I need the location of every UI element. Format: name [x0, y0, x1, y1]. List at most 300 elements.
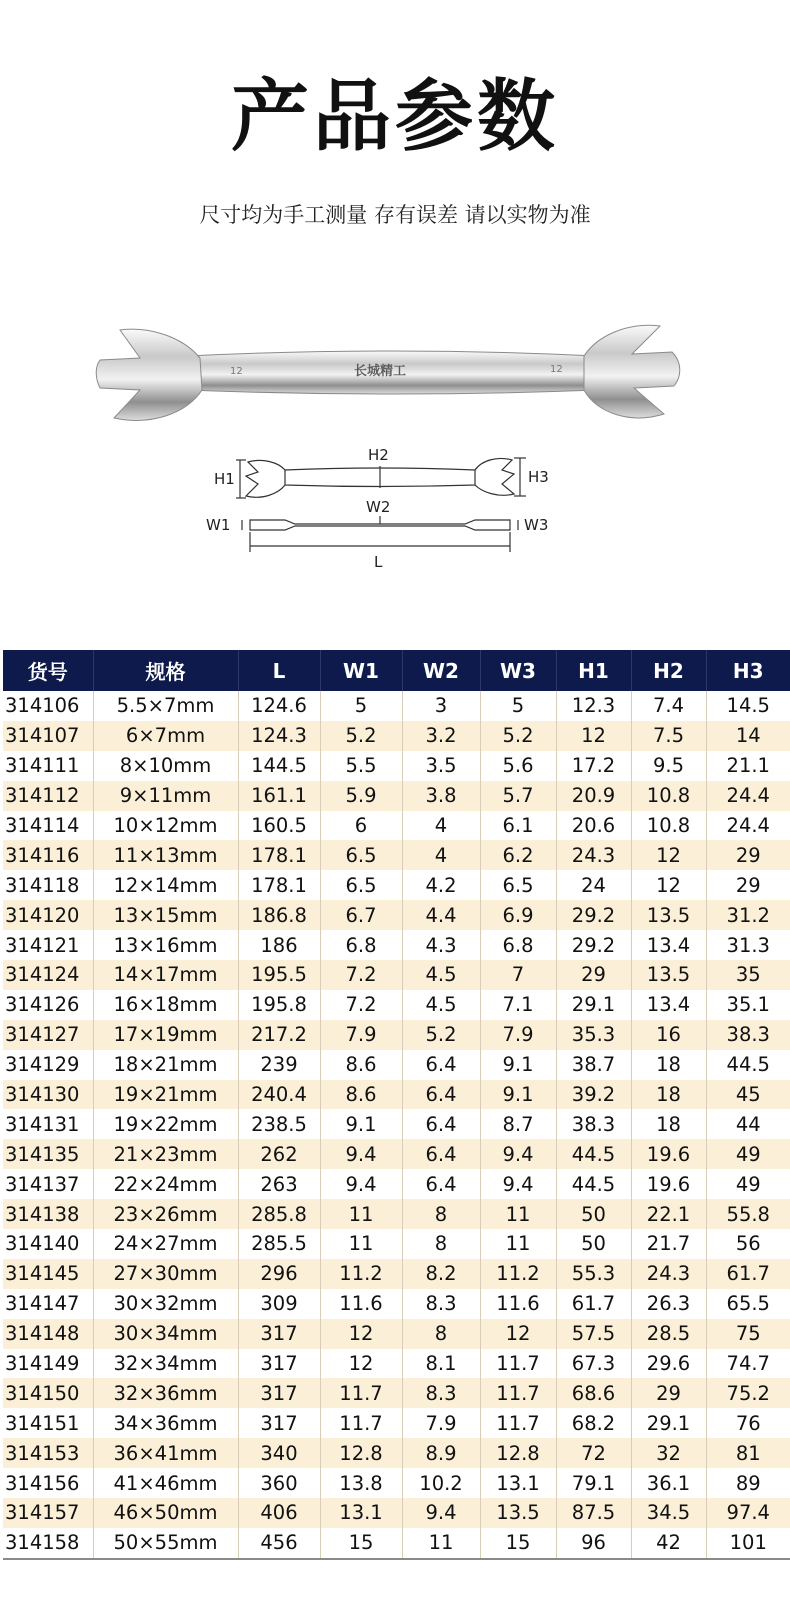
spec-table-header	[3, 650, 790, 691]
cell-l: 263	[238, 1169, 320, 1199]
cell-h2: 9.5	[631, 751, 706, 781]
cell-l: 239	[238, 1050, 320, 1080]
cell-w3: 6.8	[480, 930, 556, 960]
cell-h1: 24	[556, 870, 631, 900]
cell-w2: 4	[402, 811, 480, 841]
cell-l: 195.8	[238, 990, 320, 1020]
cell-w2: 4.5	[402, 960, 480, 990]
cell-w2: 4.4	[402, 900, 480, 930]
cell-w3: 13.1	[480, 1468, 556, 1498]
table-row	[3, 1438, 790, 1468]
cell-spec: 11×13mm	[93, 840, 238, 870]
cell-w3: 11.7	[480, 1378, 556, 1408]
cell-w2: 11	[402, 1528, 480, 1559]
cell-h2: 36.1	[631, 1468, 706, 1498]
cell-spec: 24×27mm	[93, 1229, 238, 1259]
cell-l: 262	[238, 1139, 320, 1169]
column-header-w2: W2	[402, 650, 480, 691]
cell-l: 238.5	[238, 1109, 320, 1139]
cell-h2: 29	[631, 1378, 706, 1408]
cell-w3: 5	[480, 691, 556, 721]
cell-w1: 11.7	[320, 1408, 402, 1438]
spec-table	[3, 650, 790, 1560]
cell-w2: 5.2	[402, 1020, 480, 1050]
cell-item-no: 314137	[3, 1169, 93, 1199]
cell-w2: 8.1	[402, 1349, 480, 1379]
cell-item-no: 314131	[3, 1109, 93, 1139]
cell-w1: 6.7	[320, 900, 402, 930]
cell-l: 195.5	[238, 960, 320, 990]
cell-spec: 19×21mm	[93, 1080, 238, 1110]
cell-spec: 34×36mm	[93, 1408, 238, 1438]
cell-spec: 50×55mm	[93, 1528, 238, 1559]
cell-h2: 29.6	[631, 1349, 706, 1379]
cell-w3: 5.6	[480, 751, 556, 781]
cell-spec: 17×19mm	[93, 1020, 238, 1050]
cell-h2: 18	[631, 1080, 706, 1110]
column-header-spec: 规格	[93, 650, 238, 691]
cell-item-no: 314130	[3, 1080, 93, 1110]
label-w3: W3	[524, 516, 549, 534]
cell-h3: 76	[735, 1411, 761, 1435]
cell-l: 317	[238, 1319, 320, 1349]
cell-h3: 75	[706, 1319, 790, 1349]
cell-h2: 12	[631, 840, 706, 870]
cell-item-no: 314118	[3, 870, 93, 900]
cell-l: 240.4	[238, 1080, 320, 1110]
cell-spec: 27×30mm	[93, 1259, 238, 1289]
cell-h1: 35.3	[556, 1020, 631, 1050]
cell-w1: 11.6	[320, 1289, 402, 1319]
cell-w1: 7.2	[320, 960, 402, 990]
cell-h3: 55.8	[706, 1199, 790, 1229]
cell-h2: 42	[631, 1528, 706, 1559]
cell-h3: 75.2	[706, 1378, 790, 1408]
column-header-l: L	[238, 650, 320, 691]
cell-item-no: 314129	[3, 1050, 93, 1080]
cell-w2: 3.5	[402, 751, 480, 781]
cell-spec: 21×23mm	[93, 1139, 238, 1169]
table-row	[3, 1199, 790, 1229]
cell-h2: 16	[631, 1020, 706, 1050]
table-row	[3, 900, 790, 930]
cell-item-no: 314138	[3, 1199, 93, 1229]
cell-w2: 7.9	[402, 1408, 480, 1438]
cell-w1: 9.4	[320, 1169, 402, 1199]
cell-h3: 65.5	[726, 1292, 770, 1316]
table-row	[3, 721, 790, 751]
cell-l: 178.1	[238, 840, 320, 870]
cell-spec: 46×50mm	[93, 1498, 238, 1528]
cell-h1: 50	[556, 1229, 631, 1259]
column-header-h3: H3	[706, 650, 790, 691]
cell-h1: 38.3	[556, 1109, 631, 1139]
cell-w3: 9.4	[480, 1169, 556, 1199]
cell-item-no: 314157	[3, 1498, 93, 1528]
cell-w3: 11.7	[480, 1408, 556, 1438]
cell-item-no: 314151	[3, 1408, 93, 1438]
table-row	[3, 1080, 790, 1110]
cell-item-no: 314106	[3, 691, 93, 721]
cell-h2: 18	[631, 1109, 706, 1139]
table-row	[3, 1408, 790, 1438]
cell-w2: 6.4	[402, 1169, 480, 1199]
cell-h2: 19.6	[631, 1169, 706, 1199]
dimension-diagram	[200, 440, 560, 575]
cell-h1: 20.9	[556, 781, 631, 811]
cell-l: 317	[238, 1408, 320, 1438]
cell-w1: 9.1	[320, 1109, 402, 1139]
cell-h2: 7.5	[631, 721, 706, 751]
cell-h2: 21.7	[631, 1229, 706, 1259]
cell-w3: 7.9	[480, 1020, 556, 1050]
cell-h2: 28.5	[631, 1319, 706, 1349]
cell-l: 160.5	[238, 811, 320, 841]
label-w2: W2	[366, 498, 391, 516]
cell-h2: 10.8	[631, 811, 706, 841]
cell-l: 360	[238, 1468, 320, 1498]
cell-w1: 6.5	[320, 840, 402, 870]
cell-h3: 31.3	[726, 933, 770, 957]
measurement-disclaimer: 尺寸均为手工测量 存有误差 请以实物为准	[199, 203, 591, 227]
column-header-w3: W3	[480, 650, 556, 691]
cell-w2: 8.2	[402, 1259, 480, 1289]
cell-h1: 29.1	[556, 990, 631, 1020]
cell-w1: 13.1	[320, 1498, 402, 1528]
cell-item-no: 314121	[3, 930, 93, 960]
cell-h3: 74.7	[726, 1352, 770, 1376]
cell-h1: 96	[556, 1528, 631, 1559]
cell-item-no: 314111	[3, 751, 93, 781]
table-row	[3, 1378, 790, 1408]
cell-h1: 50	[556, 1199, 631, 1229]
cell-w3: 9.4	[480, 1139, 556, 1169]
cell-spec: 13×15mm	[93, 900, 238, 930]
cell-w2: 8	[402, 1229, 480, 1259]
column-header-h1: H1	[556, 650, 631, 691]
cell-h3: 31.2	[706, 900, 790, 930]
cell-h3: 101	[706, 1528, 790, 1559]
cell-w2: 8.3	[402, 1289, 480, 1319]
cell-w1: 7.9	[320, 1020, 402, 1050]
cell-item-no: 314114	[3, 811, 93, 841]
cell-item-no: 314149	[3, 1349, 93, 1379]
cell-spec: 41×46mm	[93, 1468, 238, 1498]
cell-w1: 15	[320, 1528, 402, 1559]
cell-w2: 4.3	[402, 930, 480, 960]
cell-item-no: 314107	[3, 721, 93, 751]
cell-w1: 12.8	[320, 1438, 402, 1468]
cell-spec: 9×11mm	[93, 781, 238, 811]
cell-spec: 23×26mm	[93, 1199, 238, 1229]
table-row	[3, 1259, 790, 1289]
cell-h1: 39.2	[556, 1080, 631, 1110]
cell-h1: 87.5	[556, 1498, 631, 1528]
table-row	[3, 1468, 790, 1498]
cell-h3: 81	[706, 1438, 790, 1468]
cell-w1: 5.2	[320, 721, 402, 751]
cell-w1: 7.2	[320, 990, 402, 1020]
cell-l: 161.1	[238, 781, 320, 811]
cell-item-no: 314156	[3, 1468, 93, 1498]
cell-h1: 12	[556, 721, 631, 751]
cell-item-no: 314126	[3, 990, 93, 1020]
cell-h1: 12.3	[556, 691, 631, 721]
cell-w2: 4.2	[402, 870, 480, 900]
cell-w1: 13.8	[320, 1468, 402, 1498]
table-row	[3, 751, 790, 781]
cell-spec: 6×7mm	[93, 721, 238, 751]
cell-l: 124.6	[238, 691, 320, 721]
cell-h2: 26.3	[631, 1289, 706, 1319]
cell-l: 309	[238, 1289, 320, 1319]
cell-item-no: 314158	[3, 1528, 93, 1559]
cell-spec: 10×12mm	[93, 811, 238, 841]
cell-h1: 79.1	[556, 1468, 631, 1498]
cell-h3: 56	[735, 1232, 761, 1256]
cell-w2: 10.2	[402, 1468, 480, 1498]
cell-h1: 29	[556, 960, 631, 990]
cell-h1: 68.6	[556, 1378, 631, 1408]
cell-item-no: 314135	[3, 1139, 93, 1169]
cell-w3: 5.7	[480, 781, 556, 811]
cell-item-no: 314147	[3, 1289, 93, 1319]
cell-item-no: 314124	[3, 960, 93, 990]
cell-spec: 30×34mm	[93, 1319, 238, 1349]
cell-l: 406	[238, 1498, 320, 1528]
table-row	[3, 1139, 790, 1169]
cell-w3: 9.1	[480, 1050, 556, 1080]
cell-w1: 9.4	[320, 1139, 402, 1169]
cell-l: 456	[238, 1528, 320, 1559]
cell-w1: 11.2	[320, 1259, 402, 1289]
cell-h3: 14.5	[726, 694, 770, 718]
cell-h2: 10.8	[631, 781, 706, 811]
cell-spec: 16×18mm	[93, 990, 238, 1020]
cell-w3: 11.7	[480, 1349, 556, 1379]
cell-h3: 35.1	[726, 993, 770, 1017]
cell-h3: 14	[706, 721, 790, 751]
column-header-w1: W1	[320, 650, 402, 691]
cell-l: 340	[238, 1438, 320, 1468]
cell-w3: 8.7	[480, 1109, 556, 1139]
cell-h3: 24.4	[706, 781, 790, 811]
cell-spec: 8×10mm	[93, 751, 238, 781]
label-h2: H2	[368, 446, 389, 464]
cell-spec: 22×24mm	[93, 1169, 238, 1199]
cell-w3: 9.1	[480, 1080, 556, 1110]
cell-h3: 29	[706, 840, 790, 870]
cell-w1: 6.5	[320, 870, 402, 900]
cell-h1: 67.3	[556, 1349, 631, 1379]
cell-l: 296	[238, 1259, 320, 1289]
cell-w2: 6.4	[402, 1050, 480, 1080]
cell-w2: 8	[402, 1199, 480, 1229]
cell-h3: 97.4	[706, 1498, 790, 1528]
cell-l: 124.3	[238, 721, 320, 751]
cell-w1: 5.5	[320, 751, 402, 781]
cell-h3: 38.3	[706, 1020, 790, 1050]
cell-w3: 6.9	[480, 900, 556, 930]
cell-w1: 6	[320, 811, 402, 841]
cell-w3: 5.2	[480, 721, 556, 751]
cell-h3: 21.1	[726, 754, 770, 778]
cell-h1: 68.2	[556, 1408, 631, 1438]
cell-item-no: 314116	[3, 840, 93, 870]
cell-spec: 30×32mm	[93, 1289, 238, 1319]
table-row	[3, 781, 790, 811]
cell-spec: 32×36mm	[93, 1378, 238, 1408]
table-row	[3, 1169, 790, 1199]
cell-w2: 6.4	[402, 1109, 480, 1139]
table-row	[3, 930, 790, 960]
cell-l: 144.5	[238, 751, 320, 781]
cell-w1: 8.6	[320, 1080, 402, 1110]
table-row	[3, 960, 790, 990]
label-w1: W1	[206, 516, 231, 534]
cell-h1: 29.2	[556, 900, 631, 930]
cell-h1: 72	[556, 1438, 631, 1468]
column-header-h2: H2	[631, 650, 706, 691]
cell-l: 217.2	[238, 1020, 320, 1050]
cell-h1: 17.2	[556, 751, 631, 781]
page-title: 产品参数	[230, 72, 559, 162]
cell-h2: 34.5	[631, 1498, 706, 1528]
cell-h1: 61.7	[556, 1289, 631, 1319]
cell-w3: 6.5	[480, 870, 556, 900]
cell-h1: 44.5	[556, 1139, 631, 1169]
cell-w1: 8.6	[320, 1050, 402, 1080]
cell-h2: 19.6	[631, 1139, 706, 1169]
cell-spec: 32×34mm	[93, 1349, 238, 1379]
wrench-photo	[92, 318, 692, 428]
cell-w2: 3.2	[402, 721, 480, 751]
cell-w2: 8.3	[402, 1378, 480, 1408]
cell-l: 317	[238, 1378, 320, 1408]
cell-spec: 14×17mm	[93, 960, 238, 990]
cell-spec: 18×21mm	[93, 1050, 238, 1080]
cell-w2: 3	[402, 691, 480, 721]
cell-l: 285.8	[238, 1199, 320, 1229]
cell-w3: 12.8	[480, 1438, 556, 1468]
cell-w2: 6.4	[402, 1139, 480, 1169]
cell-h1: 38.7	[556, 1050, 631, 1080]
cell-w2: 9.4	[402, 1498, 480, 1528]
cell-h1: 24.3	[556, 840, 631, 870]
cell-spec: 36×41mm	[93, 1438, 238, 1468]
cell-w2: 4	[402, 840, 480, 870]
label-h3: H3	[528, 468, 549, 486]
table-row	[3, 990, 790, 1020]
cell-w1: 11	[320, 1199, 402, 1229]
table-row	[3, 1528, 790, 1559]
cell-h2: 13.5	[631, 960, 706, 990]
cell-h2: 24.3	[631, 1259, 706, 1289]
cell-item-no: 314120	[3, 900, 93, 930]
cell-spec: 19×22mm	[93, 1109, 238, 1139]
cell-h3: 35	[706, 960, 790, 990]
cell-w3: 11.6	[480, 1289, 556, 1319]
cell-w3: 11	[480, 1229, 556, 1259]
cell-w1: 5.9	[320, 781, 402, 811]
cell-spec: 13×16mm	[93, 930, 238, 960]
cell-w2: 3.8	[402, 781, 480, 811]
cell-w1: 6.8	[320, 930, 402, 960]
cell-item-no: 314148	[3, 1319, 93, 1349]
cell-w3: 6.1	[480, 811, 556, 841]
cell-w3: 6.2	[480, 840, 556, 870]
table-row	[3, 691, 790, 721]
cell-l: 186.8	[238, 900, 320, 930]
cell-item-no: 314153	[3, 1438, 93, 1468]
cell-item-no: 314150	[3, 1378, 93, 1408]
cell-h3: 29	[735, 873, 761, 897]
cell-h3: 61.7	[706, 1259, 790, 1289]
table-row	[3, 1289, 790, 1319]
cell-spec: 12×14mm	[93, 870, 238, 900]
cell-h3: 49	[735, 1172, 761, 1196]
cell-h2: 13.5	[631, 900, 706, 930]
cell-l: 178.1	[238, 870, 320, 900]
cell-h1: 29.2	[556, 930, 631, 960]
cell-w1: 11	[320, 1229, 402, 1259]
cell-h3: 44	[735, 1112, 761, 1136]
cell-w1: 12	[320, 1319, 402, 1349]
cell-h1: 20.6	[556, 811, 631, 841]
cell-h2: 12	[631, 870, 706, 900]
cell-h3: 44.5	[726, 1053, 770, 1077]
cell-w1: 11.7	[320, 1378, 402, 1408]
cell-spec: 5.5×7mm	[93, 691, 238, 721]
cell-w3: 12	[480, 1319, 556, 1349]
table-row	[3, 1349, 790, 1379]
cell-h1: 44.5	[556, 1169, 631, 1199]
spec-table-body	[3, 691, 790, 1559]
cell-item-no: 314127	[3, 1020, 93, 1050]
table-row	[3, 1050, 790, 1080]
cell-h2: 22.1	[631, 1199, 706, 1229]
cell-w3: 11.2	[480, 1259, 556, 1289]
cell-w2: 6.4	[402, 1080, 480, 1110]
size-mark-right: 12	[550, 364, 563, 375]
cell-w3: 13.5	[480, 1498, 556, 1528]
table-row	[3, 1109, 790, 1139]
table-row	[3, 811, 790, 841]
cell-h3: 24.4	[726, 814, 770, 837]
table-row	[3, 1229, 790, 1259]
table-row	[3, 1020, 790, 1050]
cell-w3: 7.1	[480, 990, 556, 1020]
cell-h3: 45	[706, 1080, 790, 1110]
cell-h1: 57.5	[556, 1319, 631, 1349]
cell-item-no: 314145	[3, 1259, 93, 1289]
table-row	[3, 1319, 790, 1349]
size-mark-left: 12	[230, 366, 243, 377]
cell-h3: 89	[735, 1471, 761, 1495]
column-header-item-no: 货号	[3, 650, 93, 691]
cell-l: 285.5	[238, 1229, 320, 1259]
cell-h2: 7.4	[631, 691, 706, 721]
cell-h2: 18	[631, 1050, 706, 1080]
cell-w3: 11	[480, 1199, 556, 1229]
label-l: L	[374, 553, 383, 571]
table-row	[3, 1498, 790, 1528]
cell-h2: 32	[631, 1438, 706, 1468]
cell-w2: 4.5	[402, 990, 480, 1020]
cell-w2: 8.9	[402, 1438, 480, 1468]
cell-h2: 29.1	[631, 1408, 706, 1438]
cell-w3: 7	[480, 960, 556, 990]
